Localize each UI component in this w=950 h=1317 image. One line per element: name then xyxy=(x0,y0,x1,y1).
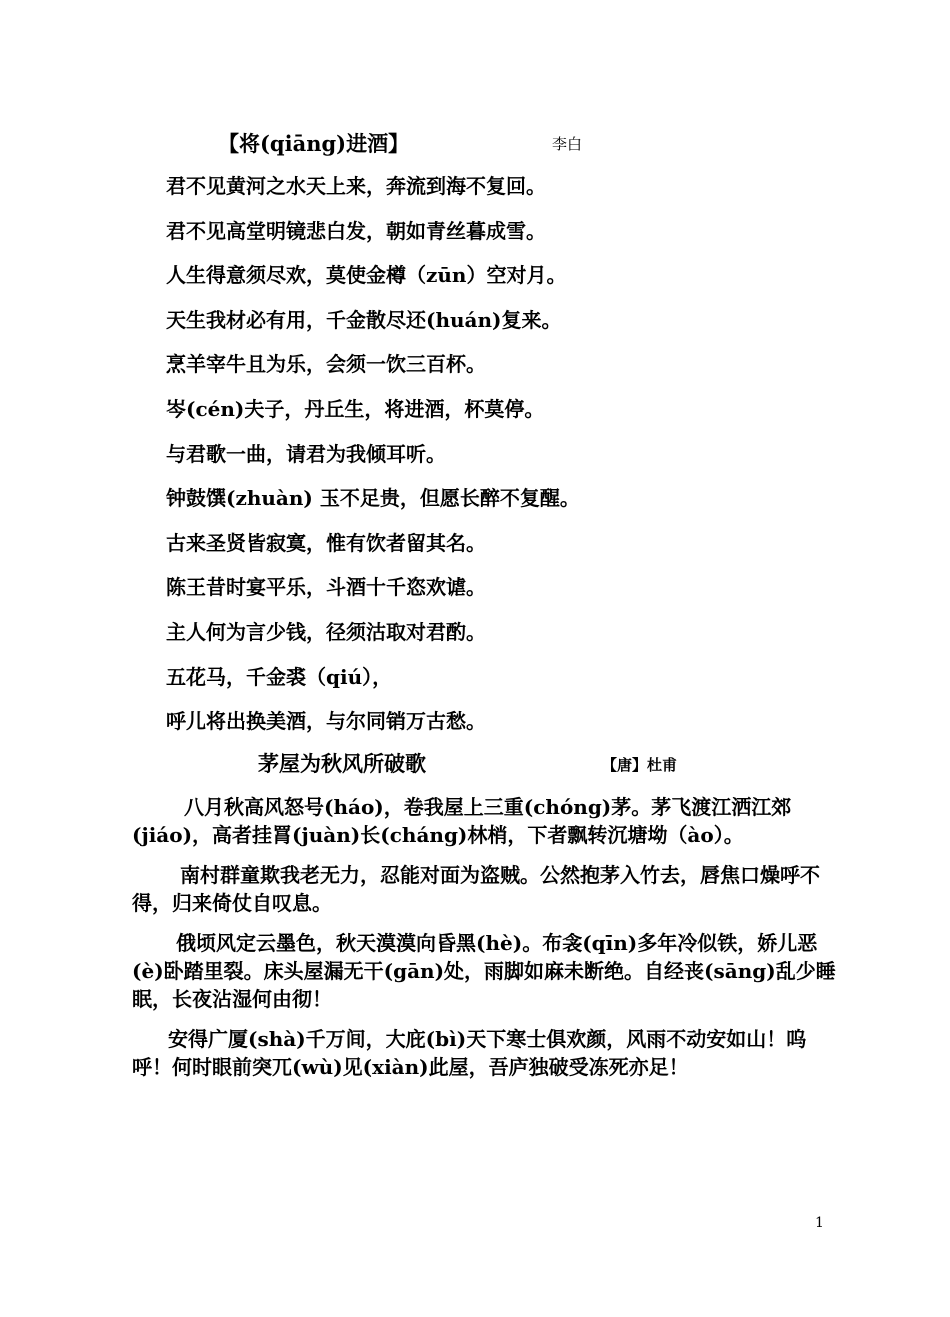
paragraph: 俄顷风定云墨色，秋天漠漠向昏黑(hè)。布衾(qīn)多年冷似铁，娇儿恶(è)卧踏里裂。床头屋漏无干(gān)处，雨脚如麻未断绝。自经丧(sāng)乱少睡眠，长夜沾湿何由彻！ xyxy=(132,931,836,1011)
poem-line: 君不见黄河之水天上来，奔流到海不复回。 xyxy=(166,174,546,198)
second-poem-title: 茅屋为秋风所破歌 xyxy=(258,751,426,776)
poem-line: 主人何为言少钱，径须沽取对君酌。 xyxy=(166,619,486,644)
page-number: 1 xyxy=(815,1215,824,1231)
poem-line: 陈王昔时宴平乐，斗酒十千恣欢谑。 xyxy=(166,575,486,600)
paragraph: 安得广厦(shà)千万间，大庇(bì)天下寒士俱欢颜，风雨不动安如山！呜呼！何时眼前突兀(wù)见(xiàn)此屋，吾庐独破受冻死亦足！ xyxy=(132,1027,807,1079)
poem-line: 人生得意须尽欢，莫使金樽（zūn）空对月。 xyxy=(166,263,567,288)
poem-body xyxy=(166,170,786,750)
second-poem-body xyxy=(132,793,844,1093)
poem-line: 天生我材必有用，千金散尽还(huán)复来。 xyxy=(166,307,562,332)
poem-line: 与君歌一曲，请君为我倾耳听。 xyxy=(166,441,446,466)
second-poem-author: 【唐】杜甫 xyxy=(602,756,678,774)
poem-line: 钟鼓馔(zhuàn) 玉不足贵，但愿长醉不复醒。 xyxy=(166,486,580,511)
poem-line: 呼儿将出换美酒，与尔同销万古愁。 xyxy=(166,709,486,734)
poem-line: 烹羊宰牛且为乐，会须一饮三百杯。 xyxy=(166,352,486,377)
poem-line: 君不见高堂明镜悲白发，朝如青丝暮成雪。 xyxy=(166,218,546,243)
poem-author: 李白 xyxy=(552,135,583,153)
paragraph: 南村群童欺我老无力，忍能对面为盗贼。公然抱茅入竹去，唇焦口燥呼不得，归来倚仗自叹息。 xyxy=(132,863,820,915)
poem-line: 五花马，千金裘（qiú）， xyxy=(166,664,393,689)
paragraph: 八月秋高风怒号(háo)，卷我屋上三重(chóng)茅。茅飞渡江洒江郊(jiáo)，高者挂罥(juàn)长(cháng)林梢，下者飘转沉塘坳（ào）。 xyxy=(132,795,792,847)
poem-line: 岑(cén)夫子，丹丘生，将进酒，杯莫停。 xyxy=(166,396,545,421)
poem-line: 古来圣贤皆寂寞，惟有饮者留其名。 xyxy=(166,530,486,555)
poem-title: 【将(qiāng)进酒】 xyxy=(218,131,410,156)
